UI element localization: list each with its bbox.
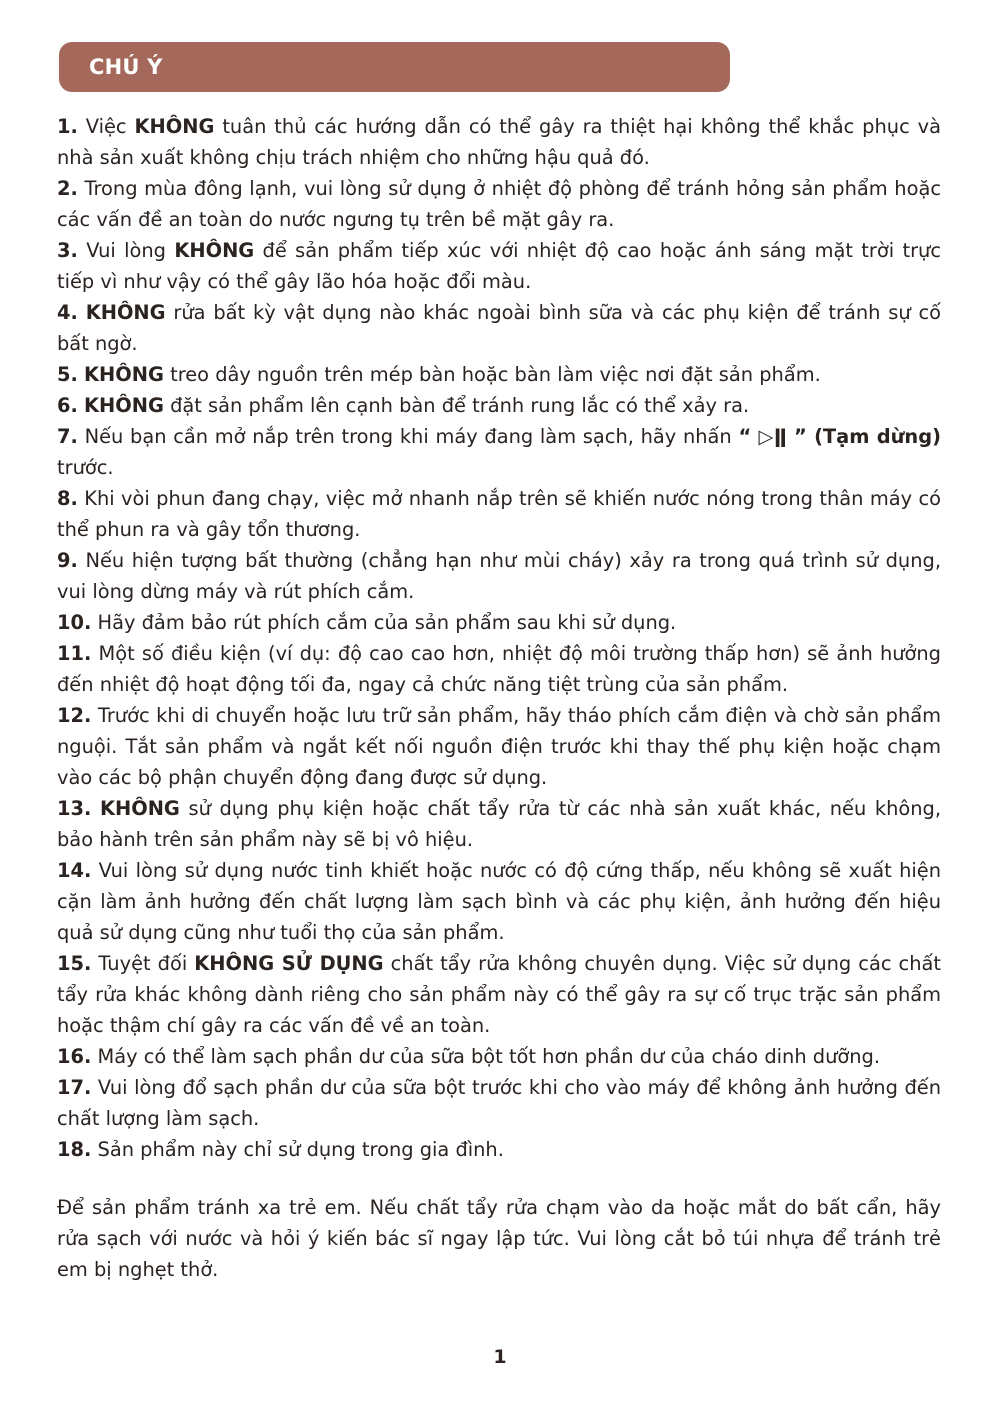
caution-item xyxy=(57,359,941,390)
caution-item xyxy=(57,948,941,1041)
caution-item xyxy=(57,1072,941,1134)
caution-item-number: 11. xyxy=(57,642,92,665)
caution-item-text: chất tẩy rửa không chuyên dụng. Việc sử dụng các chất tẩy rửa khác không dành riêng cho sản phẩm này có thể gây ra sự cố trục trặc sản phẩm hoặc thậm chí gây ra các vấn đề về an toàn. xyxy=(57,952,941,1037)
caution-item xyxy=(57,483,941,545)
caution-item-text: treo dây nguồn trên mép bàn hoặc bàn làm việc nơi đặt sản phẩm. xyxy=(163,363,821,386)
caution-item-number: 14. xyxy=(57,859,92,882)
caution-item-number: 6. xyxy=(57,394,78,417)
caution-item xyxy=(57,700,941,793)
caution-item-text: Khi vòi phun đang chạy, việc mở nhanh nắp trên sẽ khiến nước nóng trong thân máy có thể phun ra và gây tổn thương. xyxy=(57,487,941,541)
caution-item-text: Nếu hiện tượng bất thường (chẳng hạn như mùi cháy) xảy ra trong quá trình sử dụng, vui lòng dừng máy và rút phích cắm. xyxy=(57,549,941,603)
caution-item-emphasis: KHÔNG SỬ DỤNG xyxy=(194,952,384,975)
caution-item-emphasis: KHÔNG xyxy=(134,115,215,138)
caution-item-text: Nếu bạn cần mở nắp trên trong khi máy đang làm sạch, hãy nhấn xyxy=(77,425,739,448)
caution-item-number: 12. xyxy=(57,704,92,727)
caution-item-text: Một số điều kiện (ví dụ: độ cao cao hơn, nhiệt độ môi trường thấp hơn) sẽ ảnh hưởng đến nhiệt độ hoạt động tối đa, ngay cả chức năng tiệt trùng của sản phẩm. xyxy=(57,642,941,696)
caution-item-text: Máy có thể làm sạch phần dư của sữa bột tốt hơn phần dư của cháo dinh dưỡng. xyxy=(91,1045,880,1068)
caution-item-text xyxy=(91,797,100,820)
caution-item-text: Hãy đảm bảo rút phích cắm của sản phẩm sau khi sử dụng. xyxy=(91,611,677,634)
caution-item-number: 1. xyxy=(57,115,78,138)
caution-item xyxy=(57,421,941,483)
caution-item-number: 3. xyxy=(57,239,78,262)
caution-item xyxy=(57,297,941,359)
caution-item-number: 17. xyxy=(57,1076,92,1099)
caution-item-number: 5. xyxy=(57,363,78,386)
caution-item xyxy=(57,545,941,607)
section-title: CHÚ Ý xyxy=(89,55,163,79)
caution-item-emphasis: KHÔNG xyxy=(84,363,164,386)
caution-item-number: 8. xyxy=(57,487,78,510)
caution-item-text: Tuyệt đối xyxy=(91,952,195,975)
caution-item-text: trước. xyxy=(57,456,114,479)
caution-item-text: Trước khi di chuyển hoặc lưu trữ sản phẩm, hãy tháo phích cắm điện và chờ sản phẩm nguội. Tắt sản phẩm và ngắt kết nối nguồn điện trước khi thay thế phụ kiện hoặc chạm vào các bộ phận chuyển động đang được sử dụng. xyxy=(57,704,941,789)
caution-item-emphasis: KHÔNG xyxy=(85,301,166,324)
caution-item-text: sử dụng phụ kiện hoặc chất tẩy rửa từ các nhà sản xuất khác, nếu không, bảo hành trên sản phẩm này sẽ bị vô hiệu. xyxy=(57,797,941,851)
caution-item-number: 4. xyxy=(57,301,78,324)
caution-item-number: 18. xyxy=(57,1138,92,1161)
caution-item-emphasis: KHÔNG xyxy=(84,394,164,417)
caution-item-number: 9. xyxy=(57,549,78,572)
caution-item xyxy=(57,1134,941,1165)
caution-item-emphasis: “ ▷ǁ ” (Tạm dừng) xyxy=(738,425,941,448)
caution-item xyxy=(57,390,941,421)
caution-item-text: rửa bất kỳ vật dụng nào khác ngoài bình sữa và các phụ kiện để tránh sự cố bất ngờ. xyxy=(57,301,941,355)
caution-item xyxy=(57,111,941,173)
caution-item xyxy=(57,607,941,638)
caution-item-text: đặt sản phẩm lên cạnh bàn để tránh rung lắc có thể xảy ra. xyxy=(163,394,750,417)
caution-item-emphasis: KHÔNG xyxy=(99,797,180,820)
caution-item-text: Việc xyxy=(77,115,135,138)
caution-item-text: tuân thủ các hướng dẫn có thể gây ra thiệt hại không thể khắc phục và nhà sản xuất không chịu trách nhiệm cho những hậu quả đó. xyxy=(57,115,941,169)
caution-item-number: 10. xyxy=(57,611,92,634)
section-header-banner xyxy=(59,42,730,92)
caution-item-number: 13. xyxy=(57,797,92,820)
caution-item xyxy=(57,235,941,297)
caution-item xyxy=(57,793,941,855)
caution-item xyxy=(57,638,941,700)
caution-item xyxy=(57,855,941,948)
caution-list xyxy=(57,111,941,1165)
caution-item-text: Vui lòng đổ sạch phần dư của sữa bột trước khi cho vào máy để không ảnh hưởng đến chất lượng làm sạch. xyxy=(57,1076,941,1130)
caution-item-emphasis: KHÔNG xyxy=(174,239,255,262)
caution-item-number: 7. xyxy=(57,425,78,448)
caution-item xyxy=(57,173,941,235)
caution-item xyxy=(57,1041,941,1072)
caution-item-number: 2. xyxy=(57,177,78,200)
child-safety-warning: Để sản phẩm tránh xa trẻ em. Nếu chất tẩy rửa chạm vào da hoặc mắt do bất cẩn, hãy rửa sạch với nước và hỏi ý kiến bác sĩ ngay lập tức. Vui lòng cắt bỏ túi nhựa để tránh trẻ em bị nghẹt thở. xyxy=(57,1196,941,1281)
caution-item-number: 16. xyxy=(57,1045,92,1068)
caution-item-number: 15. xyxy=(57,952,92,975)
caution-item-text xyxy=(78,301,86,324)
caution-item-text: để sản phẩm tiếp xúc với nhiệt độ cao hoặc ánh sáng mặt trời trực tiếp vì như vậy có thể gây lão hóa hoặc đổi màu. xyxy=(57,239,941,293)
caution-item-text: Vui lòng xyxy=(77,239,175,262)
caution-item-text: Trong mùa đông lạnh, vui lòng sử dụng ở nhiệt độ phòng để tránh hỏng sản phẩm hoặc các vấn đề an toàn do nước ngưng tụ trên bề mặt gây ra. xyxy=(57,177,941,231)
caution-item-text: Vui lòng sử dụng nước tinh khiết hoặc nước có độ cứng thấp, nếu không sẽ xuất hiện cặn làm ảnh hưởng đến chất lượng làm sạch bình và các phụ kiện, ảnh hưởng đến hiệu quả sử dụng cũng như tuổi thọ của sản phẩm. xyxy=(57,859,941,944)
caution-item-text: Sản phẩm này chỉ sử dụng trong gia đình. xyxy=(91,1138,504,1161)
page-number: 1 xyxy=(493,1346,507,1368)
